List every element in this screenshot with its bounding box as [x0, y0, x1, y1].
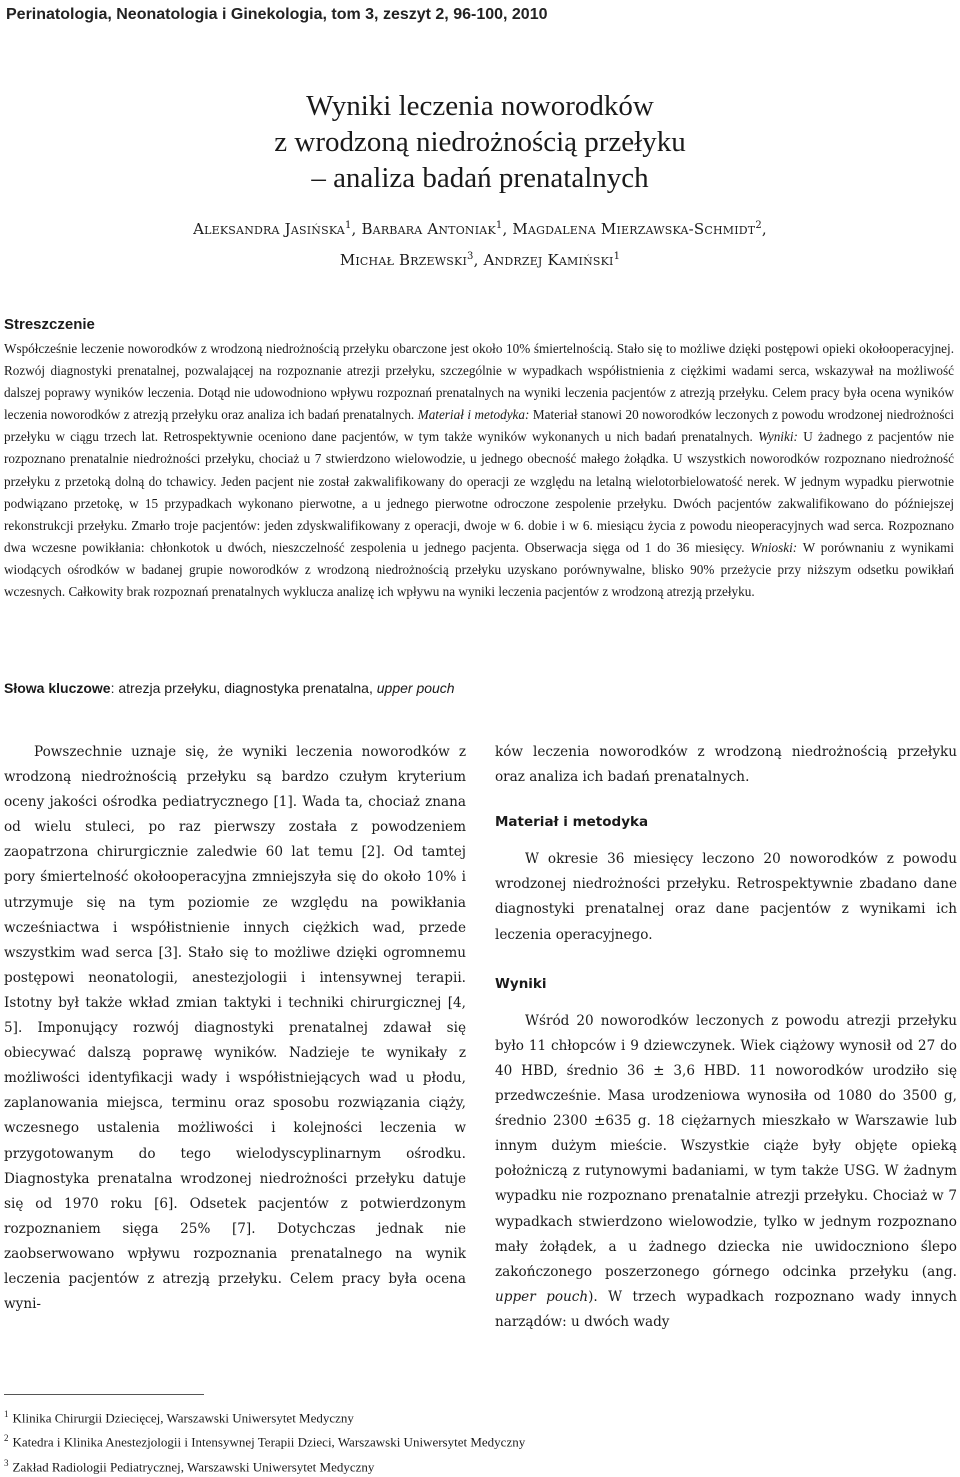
results-text-a: Wśród 20 noworodków leczonych z powodu atrezji przełyku było 11 chłopców i 9 dziewczynek. Wiek ciążowy wynosił od 27 do 40 HBD, średnio 36 ± 3,6 HBD. 11 noworodków urodziło się przedwcześnie. Masa urodzeniowa wynosiła od 1080 do 3500 g, średnio 2300 ±635 g. 18 ciężarnych mieszkało w Warszawie lub innym dużym mieście. Wszystkie ciąże były objęte opieką położniczą z rutynowymi badaniami, w tym także USG. W żadnym wypadku nie rozpoznano prenatalnie atrezji przełyku. Chociaż w 7 wypadkach stwierdzono wielowodzie, tylko w jednym rozpoznano mały żołądek, a u żadnego dziecka nie uwidoczniono ślepo zakończonego poszerzonego górnego odcinka przełyku (ang.: [495, 1012, 957, 1280]
abstract-heading: Streszczenie: [4, 316, 95, 333]
abstract-methods: Materiał stanowi 20 noworodków leczonych z powodu wrodzonej niedrożności przełyku w ciągu trzech lat. Retrospektywnie oceniono dane pacjentów, w tym także wyników wykonanych u nich badań prenatalnych.: [4, 407, 954, 445]
title-line-3: – analiza badań prenatalnych: [311, 162, 649, 194]
footnote-1: [4, 1404, 954, 1428]
footnote-text: Klinika Chirurgii Dziecięcej, Warszawski Uniwersytet Medyczny: [12, 1410, 354, 1426]
footnote-divider: [4, 1394, 204, 1395]
author-line-1: Aleksandra Jasińska$^1$, Barbara Antoniak$^1$, Magdalena Mierzawska-Schmidt$^2$,: [193, 220, 767, 238]
author-name: Magdalena Mierzawska-Schmidt: [512, 220, 756, 238]
footnote-number: 3: [4, 1457, 9, 1468]
affiliation-mark: 1: [344, 220, 352, 231]
methods-heading: Materiał i metodyka: [495, 814, 649, 831]
keywords: [4, 680, 455, 696]
intro-paragraph: Powszechnie uznaje się, że wyniki leczenia noworodków z wrodzoną niedrożnością przełyku są bardzo czułym kryterium oceny jakości ośrodka pediatrycznego [1]. Wada ta, chociaż znana od wielu stuleci, po raz pierwszy została z powodzeniem zaopatrzona chirurgicznie zaledwie 60 lat temu [2]. Od tamtej pory śmiertelność okołooperacyjna zmniejszyła się do około 10% i utrzymuje się na tym poziomie ze względu na powikłania wcześniactwa i współistnienie innych ciężkich wad, przede wszystkim wad serca [3]. Stało się to możliwe dzięki ogromnemu postępowi neonatologii, anestezjologii i intensywnej terapii. Istotny był także wkład zmian taktyki i techniki chirurgicznej [4, 5]. Imponujący rozwój diagnostyki prenatalnej zdawał się obiecywać dalszą poprawę wyników. Nadzieje te wynikały z możliwości identyfikacji wady i współistniejących wad u płodu, zaplanowania miejsca, terminu oraz sposobu rozwiązania ciąży, wczesnego ustalenia możliwości i kolejności leczenia w przygotowanym do tego wielodyscyplinarnym ośrodku. Diagnostyka prenatalna wrodzonej niedrożności przełyku datuje się od 1970 roku [6]. Odsetek pacjentów z potwierdzonym rozpoznaniem sięga 25% [7]. Dotychczas jednak nie zaobserwowano wpływu rozpoznania prenatalnego na wynik leczenia pacjentów z atrezją przełyku. Celem pracy była ocena wyni-: [4, 744, 466, 1313]
footnote-text: Katedra i Klinika Anestezjologii i Intensywnej Terapii Dzieci, Warszawski Uniwersytet Medyczny: [12, 1434, 526, 1450]
results-paragraph: [495, 1009, 957, 1335]
abstract-intro: Współcześnie leczenie noworodków z wrodzoną niedrożnością przełyku obarczone jest około 10% śmiertelnością. Stało się to możliwe dzięki postępowi opieki okołooperacyjnej. Rozwój diagnostyki prenatalnej, pozwalającej na rozpoznanie atrezji przełyku, szczególnie w wypadkach współistnienia z ciężkimi wadami serca, wskazywał na możliwość dalszej poprawy wyników leczenia. Dotąd nie udowodniono wpływu rozpoznań prenatalnych na wyniki leczenia pacjentów z atrezją przełyku. Celem pracy była ocena wyników leczenia noworodków z atrezją przełyku oraz analiza ich badań prenatalnych.: [4, 341, 954, 423]
author-name: Aleksandra Jasińska: [193, 220, 345, 238]
methods-paragraph: W okresie 36 miesięcy leczono 20 noworodków z powodu wrodzonej niedrożności przełyku. Retrospektywnie zbadano dane diagnostyki prenatalnej oraz dane pacjentów z wynikami ich leczenia operacyjnego.: [495, 851, 957, 943]
affiliation-mark: 1: [613, 251, 621, 262]
footnote-3: [4, 1453, 954, 1477]
keywords-italic: upper pouch: [376, 680, 455, 696]
journal-header: Perinatologia, Neonatologia i Ginekologia, tom 3, zeszyt 2, 96-100, 2010: [6, 6, 548, 23]
results-heading: Wyniki: [495, 975, 547, 992]
abstract-methods-label: Materiał i metodyka:: [417, 407, 530, 423]
author-name: Michał Brzewski: [339, 251, 467, 269]
affiliation-mark: 3: [467, 251, 474, 262]
footnote-number: 2: [4, 1433, 9, 1444]
footnotes: [4, 1404, 954, 1477]
abstract-conclusions-label: Wnioski:: [750, 539, 798, 555]
abstract-results: U żadnego z pacjentów nie rozpoznano prenatalnie niedrożności przełyku, chociaż u 7 stwierdzono wielowodzie, u jednego obecność małego żołądka. U wszystkich noworodków rozpoznano niedrożność przełyku z przetoką dolną do tchawicy. Jeden pacjent nie został zakwalifikowany do operacji ze względu na letalną wielotorbielowatość nerek. W jednym wypadku pierwotnie podwiązano przetokę, w 15 przypadkach wykonano pierwotne, a u jednego pierwotne odroczone zespolenie przełyku. Dwóch pacjentów zakwalifikowano do późniejszej rekonstrukcji przełyku. Zmarło troje pacjentów: jeden zdyskwalifikowany z operacji, dwoje w 6. dobie i w 6. miesiącu życia z powodu nieoperacyjnych wad serca. Rozpoznano dwa wczesne powikłania: chłonkotok u dwóch, nieszczelność zespolenia u jednego pacjenta. Obserwacja sięga od 1 do 36 miesięcy.: [4, 429, 955, 555]
title-line-2: z wrodzoną niedrożnością przełyku: [274, 126, 686, 158]
author-name: Andrzej Kamiński: [483, 251, 614, 269]
right-column: [495, 740, 957, 1335]
title-line-1: Wyniki leczenia noworodków: [306, 90, 654, 122]
keywords-label: Słowa kluczowe: [4, 680, 111, 696]
author-name: Barbara Antoniak: [361, 220, 496, 238]
footnote-number: 1: [4, 1409, 9, 1419]
affiliation-mark: 2: [755, 220, 762, 231]
abstract-conclusions: W porównaniu z wynikami wiodących ośrodków w badanej grupie noworodków z wrodzoną niedrożnością przełyku uzyskano porównywalne, blisko 90% przeżycie przy niższym odsetku powikłań wczesnych. Całkowity brak rozpoznań prenatalnych wyklucza analizę ich wpływu na wyniki leczenia pacjentów z wrodzoną atrezją przełyku.: [4, 539, 954, 600]
abstract-body: [4, 338, 954, 603]
abstract-paragraph: [4, 338, 954, 603]
intro-continued-paragraph: ków leczenia noworodków z wrodzoną niedrożnością przełyku oraz analiza ich badań prenatalnych.: [495, 744, 957, 786]
author-list: [0, 212, 960, 274]
results-italic: upper pouch: [495, 1288, 589, 1305]
affiliation-mark: 1: [495, 220, 503, 231]
footnote-text: Zakład Radiologii Pediatrycznej, Warszawski Uniwersytet Medyczny: [12, 1458, 375, 1474]
abstract-results-label: Wyniki:: [758, 429, 798, 445]
left-column: [4, 740, 466, 1317]
keywords-separator: :: [110, 680, 119, 696]
keywords-text: atrezja przełyku, diagnostyka prenatalna,: [118, 680, 377, 696]
article-title: [0, 88, 960, 196]
author-line-2: Michał Brzewski$^3$, Andrzej Kamiński$^1$: [339, 251, 621, 269]
results-text-b: ). W trzech wypadkach rozpoznano wady innych narządów: u dwóch wady: [495, 1288, 957, 1330]
footnote-2: [4, 1428, 954, 1452]
